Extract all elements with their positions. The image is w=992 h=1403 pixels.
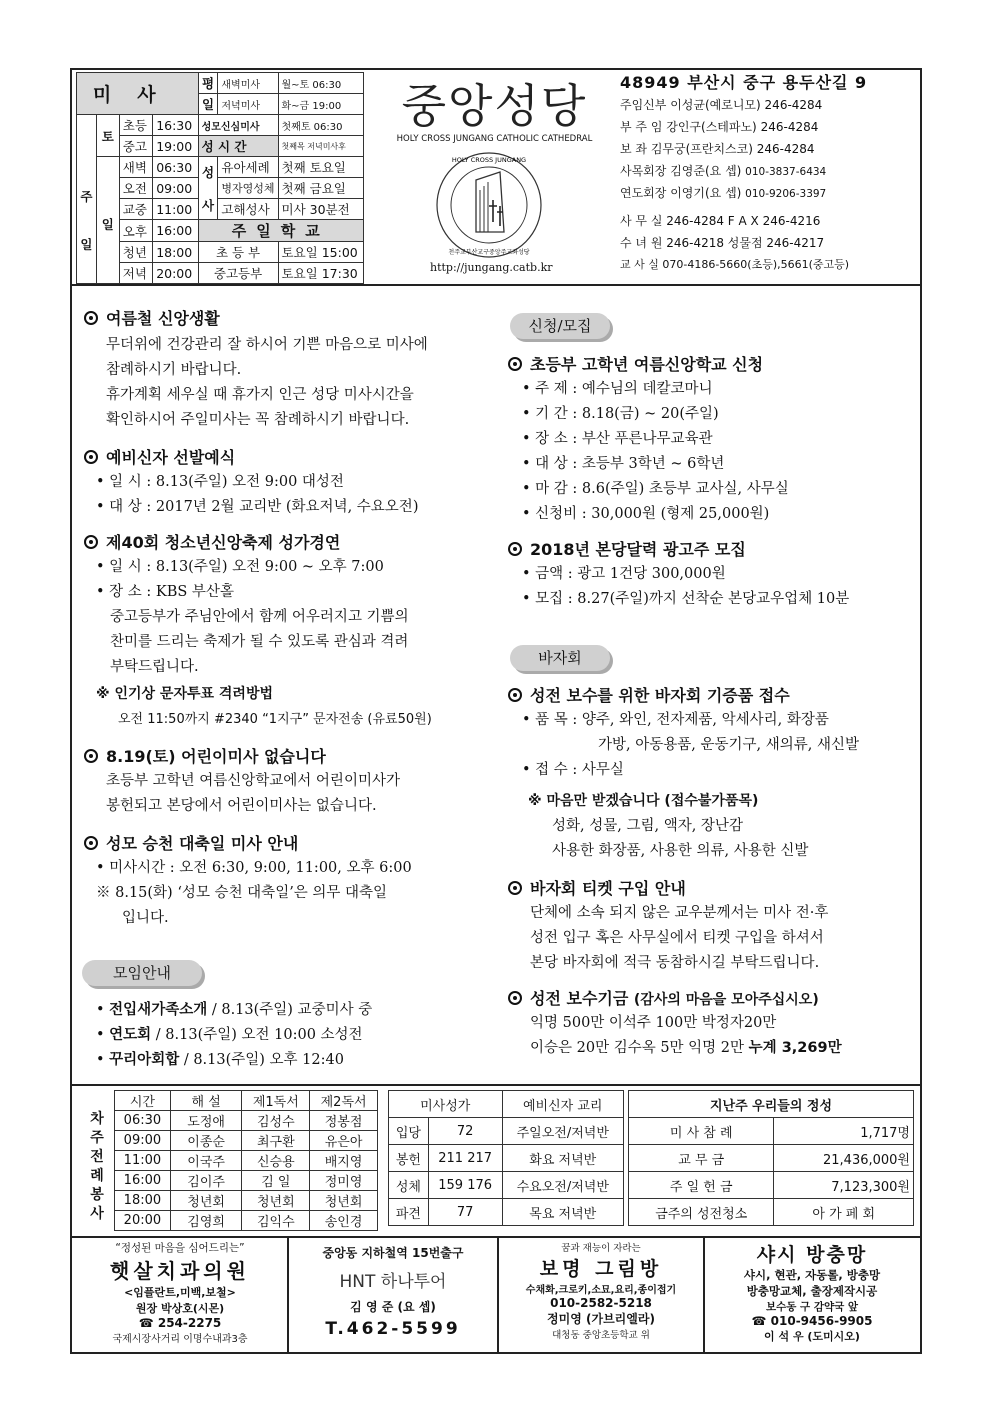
offering-table: 지난주 우리들의 정성 미 사 참 례 1,717명 교 무 금 21,436,000원 주 일 헌 금 7,123,300원 금주의 성전청소 아 가 페 회 bbox=[628, 1090, 914, 1226]
header-divider bbox=[72, 284, 920, 286]
right-column: 초등부 고학년 여름신앙학교 신청 • 주 제 : 예수님의 데칼코마니 • 기 간 : 8.18(금) ~ 20(주일) • 장 소 : 부산 푸른나무교육관 • 대 상 : 초등부 3학년 ~ 6학년 • 마 감 : 8.6(주일) 초등부 교사실, 사무실 • 신청비 : 30,000원 (형제 25,000원) 2018년 본당달력 광고주 모집 • 금액 : 광고 1건당 300,000원 • 모집 : 8.27(주일)까지 선착순 본당교우업체 10분 bbox=[508, 352, 918, 612]
staff-row: 연도회장 이영기(요 셉) 010-9206-3397 bbox=[620, 186, 827, 200]
section-title: 여름철 신앙생활 bbox=[84, 306, 504, 329]
catechism-table: 미사성가 예비신자 교리 입당 72 주일오전/저녁반 봉헌 211 217 화요 저녁반 성체 159 176 수요오전/저녁반 파견 77 목요 저녁반 bbox=[388, 1090, 624, 1226]
bullet-circle-icon bbox=[84, 749, 98, 763]
ads-divider bbox=[72, 1236, 920, 1238]
meeting-pill: 모임안내 bbox=[82, 960, 202, 986]
ad-hanatour: 중앙동 지하철역 15번출구 HNT 하나투어 김 영 준 (요 셉) T.462-5599 bbox=[290, 1244, 496, 1339]
meeting-item: • 꾸리아회합 / 8.13(주일) 오후 12:40 bbox=[96, 1048, 496, 1073]
meetings-list bbox=[96, 998, 496, 1073]
svg-text:천주교부산교구중앙주교좌성당: 천주교부산교구중앙주교좌성당 bbox=[448, 249, 530, 256]
convent-phone: 수 녀 원 246-4218 성물점 246-4217 bbox=[620, 236, 825, 250]
office-phone: 사 무 실 246-4284 F A X 246-4216 bbox=[620, 214, 821, 228]
bullet-circle-icon bbox=[84, 836, 98, 850]
church-subtitle: HOLY CROSS JUNGANG CATHOLIC CATHEDRAL bbox=[396, 134, 593, 144]
sunday-school-header: 주일학교 bbox=[198, 220, 363, 242]
mass-schedule-table: 미사 평 새벽미사 월~토 06:30 일 저녁미사 화~금 19:00 토 초등 16:30 성모신심미사 첫째토 06:30 중고 19:00 성 시 간 첫째목 저녁미사후 주 일 일 새벽 06:30 성 사 유아세례 첫째 토요일 오전 09:00 병자영성체 첫째 금요일 교중 11:00 고해성사 미사 30분전 오후 16:00 주일학교 청년 18:00 초 등 부 토요일 15:00 저녁 20:00 중고등부 토요일 17:30 bbox=[76, 72, 364, 284]
ad-dental-clinic: “정성된 마음을 심어드리는” 햇살치과의원 <임플란트,미백,보철> 원장 박상호(시몬) ☎ 254-2275 국제시장사거리 이명수내과3층 bbox=[110, 1242, 250, 1345]
sunday-label: 주 일 bbox=[77, 157, 97, 284]
weekday-label: 평 bbox=[198, 73, 218, 94]
staff-row: 부 주 임 강인구(스테파노) 246-4284 bbox=[620, 120, 819, 134]
saturday-label: 토 bbox=[96, 115, 119, 157]
fund-line: 익명 500만 이석주 100만 박정자20만 bbox=[530, 1015, 777, 1031]
bullet-circle-icon bbox=[84, 450, 98, 464]
meeting-item: • 연도회 / 8.13(주일) 오전 10:00 소성전 bbox=[96, 1023, 496, 1048]
service-table: 시간 해 설 제1독서 제2독서 06:30 도정애 김성수 정봉점 09:00 이종순 최구환 유은아 11:00 이국주 신승용 배지영 16:00 김이주 김 일 정미영 18:00 청년회 청년회 청년회 20:00 김영희 김익수 송인경 bbox=[114, 1090, 378, 1231]
bullet-circle-icon bbox=[508, 688, 522, 702]
svg-text:HOLY CROSS JUNGANG: HOLY CROSS JUNGANG bbox=[451, 156, 527, 164]
section-title: 제40회 청소년신앙축제 성가경연 bbox=[84, 530, 504, 553]
section-title: 예비신자 선발예식 bbox=[84, 445, 504, 468]
bazaar-column: 성전 보수를 위한 바자회 기증품 접수 • 품 목 : 양주, 와인, 전자제품, 악세사리, 화장품 가방, 아동용품, 운동기구, 새의류, 새신발 • 접 수 : 사무실 ※ 마음만 받겠습니다 (접수불가품목) 성화, 성물, 그림, 액자, 장난감 사용한 화장품, 사용한 의류, 사용한 신발 바자회 티켓 구입 안내 단체에 소속 되지 않은 교우분께서는 미사 전·후 성전 입구 혹은 사무실에서 티켓 구입을 하셔서 본당 바자회에 적극 동참하시길 부탁드립니다. 성전 보수기금 (감사의 마음을 모아주십시오) 익명 500만 이석주 100만 박정자20만 이승은 20만 김수옥 5만 익명 2만 누계 3,269만 bbox=[508, 683, 918, 1061]
vote-note-text: 오전 11:50까지 #2340 “1지구” 문자전송 (유료50원) bbox=[118, 712, 432, 727]
bullet-circle-icon bbox=[508, 357, 522, 371]
hanatour-logo: HNT 하나투어 bbox=[339, 1272, 447, 1292]
apply-pill: 신청/모집 bbox=[510, 313, 610, 339]
section-title: 8.19(토) 어린이미사 없습니다 bbox=[84, 744, 504, 767]
teacher-phone: 교 사 실 070-4186-5660(초등),5661(중고등) bbox=[620, 258, 850, 271]
ad-window-screen: 샤시 방충망 샤시, 현관, 자동롤, 방충망 방충망교체, 출장제작시공 보수동 구 감약국 앞 ☎ 010-9456-9905 이 석 우 (도미시오) bbox=[743, 1244, 881, 1343]
ad-art-studio: 꿈과 재능이 자라는 보명 그림방 수채화,크로키,소묘,요리,종이접기 010-2582-5218 정미영 (가브리엘라) 대청동 중앙초등학교 위 bbox=[525, 1243, 677, 1341]
church-url[interactable]: http://jungang.catb.kr bbox=[430, 261, 553, 274]
mass-header: 미사 bbox=[77, 73, 199, 115]
mass-time: 화~금 19:00 bbox=[278, 94, 363, 115]
staff-row: 주임신부 이성균(예로니모) 246-4284 bbox=[620, 98, 823, 112]
cathedral-seal-icon bbox=[430, 150, 548, 260]
staff-row: 보 좌 김무궁(프란치스코) 246-4284 bbox=[620, 142, 815, 156]
section-title: 2018년 본당달력 광고주 모집 bbox=[508, 537, 918, 560]
bullet-circle-icon bbox=[508, 991, 522, 1005]
service-side-label: 차주전례봉사 bbox=[90, 1111, 104, 1222]
fund-line: 이승은 20만 김수옥 5만 익명 2만 누계 3,269만 bbox=[530, 1040, 842, 1056]
staff-row: 사목회장 김영준(요 셉) 010-3837-6434 bbox=[620, 164, 827, 178]
bullet-circle-icon bbox=[84, 311, 98, 325]
bullet-circle-icon bbox=[84, 535, 98, 549]
section-title: 성모 승천 대축일 미사 안내 bbox=[84, 831, 504, 854]
section-title: 성전 보수기금 (감사의 마음을 모아주십시오) bbox=[508, 986, 918, 1009]
section-title: 바자회 티켓 구입 안내 bbox=[508, 876, 918, 899]
reject-note-title: ※ 마음만 받겠습니다 (접수불가품목) bbox=[528, 793, 759, 809]
section-title: 성전 보수를 위한 바자회 기증품 접수 bbox=[508, 683, 918, 706]
contact-info bbox=[620, 72, 918, 276]
section-title: 초등부 고학년 여름신앙학교 신청 bbox=[508, 352, 918, 375]
bullet-circle-icon bbox=[508, 542, 522, 556]
sacrament-label: 성 사 bbox=[198, 157, 218, 220]
mass-name: 새벽미사 bbox=[218, 73, 278, 94]
left-column: 여름철 신앙생활 무더위에 건강관리 잘 하시어 기쁜 마음으로 미사에 참례하시기 바랍니다. 휴가계획 세우실 때 휴가지 인근 성당 미사시간을 확인하시어 주일미사는 꼭 참례하시기 바랍니다. 예비신자 선발예식 • 일 시 : 8.13(주일) 오전 9:00 대성전 • 대 상 : 2017년 2월 교리반 (화요저녁, 수요오전) 제40회 청소년신앙축제 성가경연 • 일 시 : 8.13(주일) 오전 9:00 ~ 오후 7:00 • 장 소 : KBS 부산홀 중고등부가 주님안에서 함께 어우러지고 기쁨의 찬미를 드리는 축제가 될 수 있도록 관심과 격려 부탁드립니다. ※ 인기상 문자투표 격려방법 오전 11:50까지 #2340 “1지구” 문자전송 (유료50원) 8.19(토) 어린이미사 없습니다 초등부 고학년 여름신앙학교에서 어린이미사가 봉헌되고 본당에서 어린이미사는 없습니다. 성모 승천 대축일 미사 안내 • 미사시간 : 오전 6:30, 9:00, 11:00, 오후 6:00 ※ 8.15(화) ‘성모 승천 대축일’은 의무 대축일 입니다. bbox=[84, 306, 504, 931]
church-seal bbox=[430, 150, 548, 264]
mass-time: 월~토 06:30 bbox=[278, 73, 363, 94]
church-title: 중앙성당 bbox=[401, 79, 588, 133]
bazaar-pill: 바자회 bbox=[510, 645, 610, 671]
meeting-item: • 전입새가족소개 / 8.13(주일) 교중미사 중 bbox=[96, 998, 496, 1023]
mass-name: 저녁미사 bbox=[218, 94, 278, 115]
address: 48949 부산시 중구 용두산길 9 bbox=[620, 73, 868, 92]
bullet-circle-icon bbox=[508, 881, 522, 895]
vote-note-title: ※ 인기상 문자투표 격려방법 bbox=[96, 686, 273, 702]
footer-divider bbox=[72, 1084, 920, 1086]
